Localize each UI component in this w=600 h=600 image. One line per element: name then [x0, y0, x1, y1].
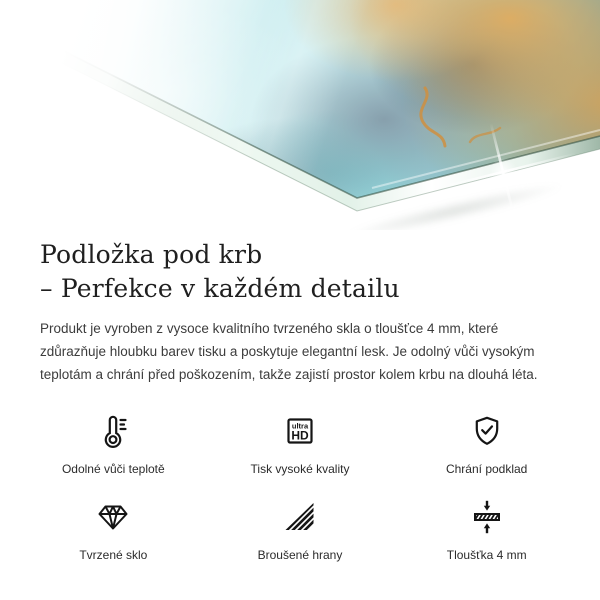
feature-protects-surface	[393, 410, 580, 476]
feature-label: Tisk vysoké kvality	[250, 462, 350, 476]
features-grid	[0, 410, 600, 562]
product-description: Produkt je vyroben z vysoce kvalitního tvrzeného skla o tloušťce 4 mm, které zdůrazňuje hloubku barev tisku a poskytuje elegantní lesk. Je odolný vůči vysokým teplotám a chrání před poškozením, takže zajistí prostor kolem krbu na dlouhá léta.	[40, 321, 538, 382]
page-title-line1: Podložka pod krb	[40, 240, 263, 269]
glass-edge-and-sparkle	[0, 0, 600, 230]
diamond-icon	[93, 496, 133, 538]
page-title-line2: – Perfekce v každém detailu	[40, 274, 400, 303]
ultra-hd-icon-text-top: ultra	[291, 421, 309, 431]
feature-label: Odolné vůči teplotě	[61, 462, 165, 476]
thermometer-icon	[93, 410, 133, 452]
ultra-hd-icon-text-bottom: HD	[291, 428, 309, 443]
shield-check-icon	[467, 410, 507, 452]
product-copy	[0, 230, 600, 386]
polished-edges-icon	[280, 496, 320, 538]
product-photo	[0, 0, 600, 230]
feature-label: Broušené hrany	[257, 548, 343, 562]
feature-print-quality	[207, 410, 394, 476]
page-title	[40, 238, 560, 306]
feature-tempered-glass	[20, 496, 207, 562]
feature-heat-resistance	[20, 410, 207, 476]
feature-label: Chrání podklad	[445, 462, 528, 476]
feature-polished-edges	[207, 496, 394, 562]
feature-label: Tloušťka 4 mm	[446, 548, 527, 562]
feature-thickness	[393, 496, 580, 562]
feature-label: Tvrzené sklo	[79, 548, 148, 562]
thickness-arrows-icon	[467, 496, 507, 538]
ultra-hd-icon	[280, 410, 320, 452]
